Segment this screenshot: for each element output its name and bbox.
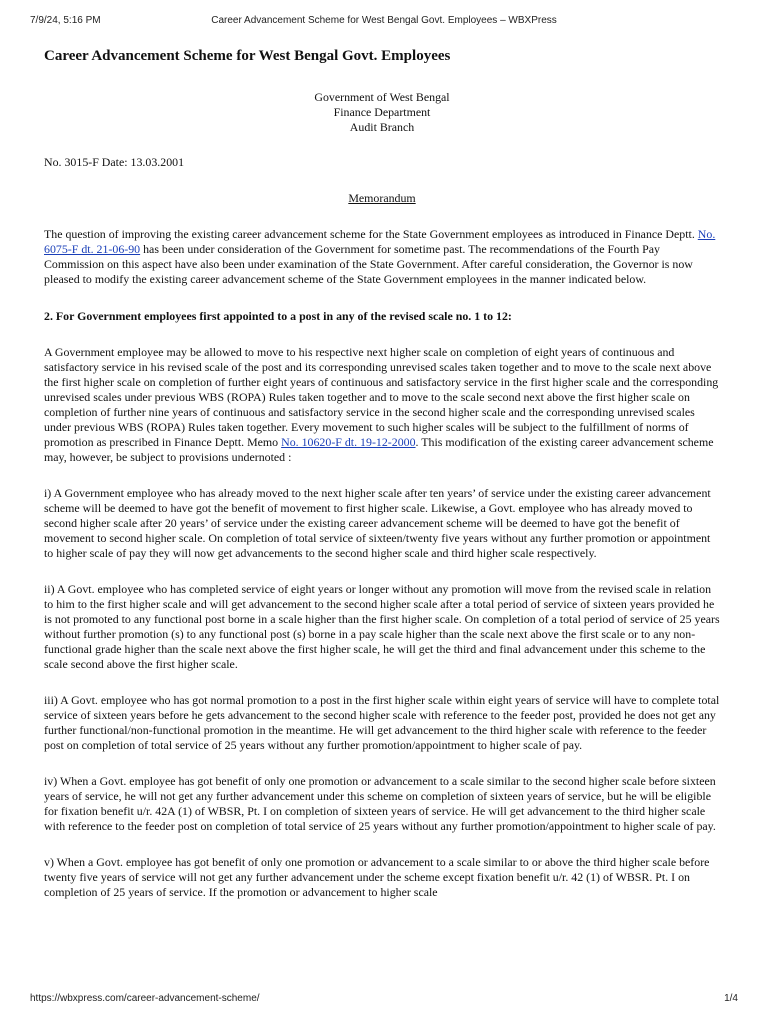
print-header (30, 15, 738, 29)
document-body (44, 46, 720, 900)
issuer-line-government: Government of West Bengal (314, 90, 450, 104)
provision-v: v) When a Govt. employee has got benefit of only one promotion or advancement to a scale similar to or above the third higher scale before twenty five years of service will not get any further advancement under the scheme except fixation benefit u/r. 42 (1) of WBSR. Pt. I on completion of 25 years of service. If the promotion or advancement to higher scale (44, 855, 710, 899)
memo-number: No. 3015-F Date: 13.03.2001 (44, 155, 185, 169)
print-footer (30, 993, 738, 1007)
print-datetime: 7/9/24, 5:16 PM (30, 15, 101, 26)
intro-text-2: has been under consideration of the Government for sometime past. The recommendations of the Fourth Pay Commission on this aspect have also been under examination of the State Government. After careful consideration, the Governor is now pleased to modify the existing career advancement scheme of the State Government employees in the manner indicated below. (44, 242, 693, 286)
section-paragraph (44, 345, 720, 465)
print-url: https://wbxpress.com/career-advancement-scheme/ (30, 993, 260, 1004)
section-text-2: . This modification of the existing career advancement scheme may, however, be subject to provisions undernoted : (44, 435, 714, 464)
print-page-title: Career Advancement Scheme for West Bengal Govt. Employees – WBXPress (211, 15, 557, 26)
intro-paragraph (44, 227, 720, 287)
provision-iv: iv) When a Govt. employee has got benefit of only one promotion or advancement to a scale similar to the second higher scale before sixteen years of service, he will not get any further advancement under this scheme on completion of sixteen years of service, but he will be eligible for fixation benefit u/r. 42A (1) of WBSR, Pt. I on completion of sixteen years of service. He will get advancement to the third higher scale with reference to the feeder post on completion of total service of 25 years without any further promotion/appointment to higher scale of pay. (44, 774, 716, 833)
issuer-line-department: Finance Department (333, 105, 431, 119)
print-page-number: 1/4 (724, 993, 738, 1004)
memo-title: Memorandum (348, 191, 416, 205)
provision-i: i) A Government employee who has already moved to the next higher scale after ten years’ of service under the existing career advancement scheme will be deemed to have got the benefit of movement to first higher scale. Likewise, a Govt. employee who has already moved to second higher scale after 20 years’ of service under the existing career advancement scheme will be deemed to have got the benefit of movement to second higher scale. On completion of total service of sixteen/twenty five years without any further promotion or appointment to higher scale of pay they will now get advancements to the second higher scale and third higher scale respectively. (44, 486, 711, 560)
link-memo-6075f[interactable]: No. 6075-F dt. 21-06-90 (44, 227, 716, 256)
section-text-1: A Government employee may be allowed to move to his respective next higher scale on completion of eight years of continuous and satisfactory service in his revised scale of the post and its corresponding unrevised scales taken together and to move to the scale next above the first higher scale on completion of further eight years of continuous and satisfactory service in the first higher scale and the corresponding unrevised scales under previous WBS (ROPA) Rules taken together and to move to the scale second next above the first higher scale on completion of further nine years of continuous and satisfactory service in the second higher scale and the corresponding unrevised scales under previous WBS (ROPA) Rules taken together. Every movement to such higher scales will be subject to the fulfillment of norms of promotion as prescribed in Finance Deptt. Memo (44, 345, 719, 449)
section-heading: 2. For Government employees first appointed to a post in any of the revised scale no. 1 to 12: (44, 309, 512, 323)
provision-ii: ii) A Govt. employee who has completed service of eight years or longer without any promotion will move from the revised scale in relation to him to the first higher scale and will get advancement to the second higher scale after a total period of service of sixteen years provided he is not promoted to any functional post borne in a scale higher than the first higher scale. On completion of a total period of service of 25 years without further promotion (s) to any functional post (s) borne in a pay scale higher than the scale next above the first scale or to any non-functional grade higher than the scale next above the first higher scale, he will get the third and final advancement under this scheme to the scale second above the first higher scale. (44, 582, 720, 671)
issuer-block (44, 90, 720, 135)
provision-iii: iii) A Govt. employee who has got normal promotion to a post in the first higher scale within eight years of service will have to complete total service of sixteen years before he gets advancement to the second higher scale with reference to the feeder post, provided he does not get any further functional/non-functional promotion in the meantime. He will get advancement to the third higher scale with reference to the feeder post on completion of total service of 25 years without any further promotion/appointment to higher scale of pay. (44, 693, 720, 752)
issuer-line-branch: Audit Branch (349, 120, 415, 134)
intro-text-1: The question of improving the existing career advancement scheme for the State Government employees as introduced in Finance Deptt. (44, 227, 698, 241)
link-memo-10620f[interactable]: No. 10620-F dt. 19-12-2000 (281, 435, 416, 449)
document-title: Career Advancement Scheme for West Bengal Govt. Employees (44, 48, 451, 64)
